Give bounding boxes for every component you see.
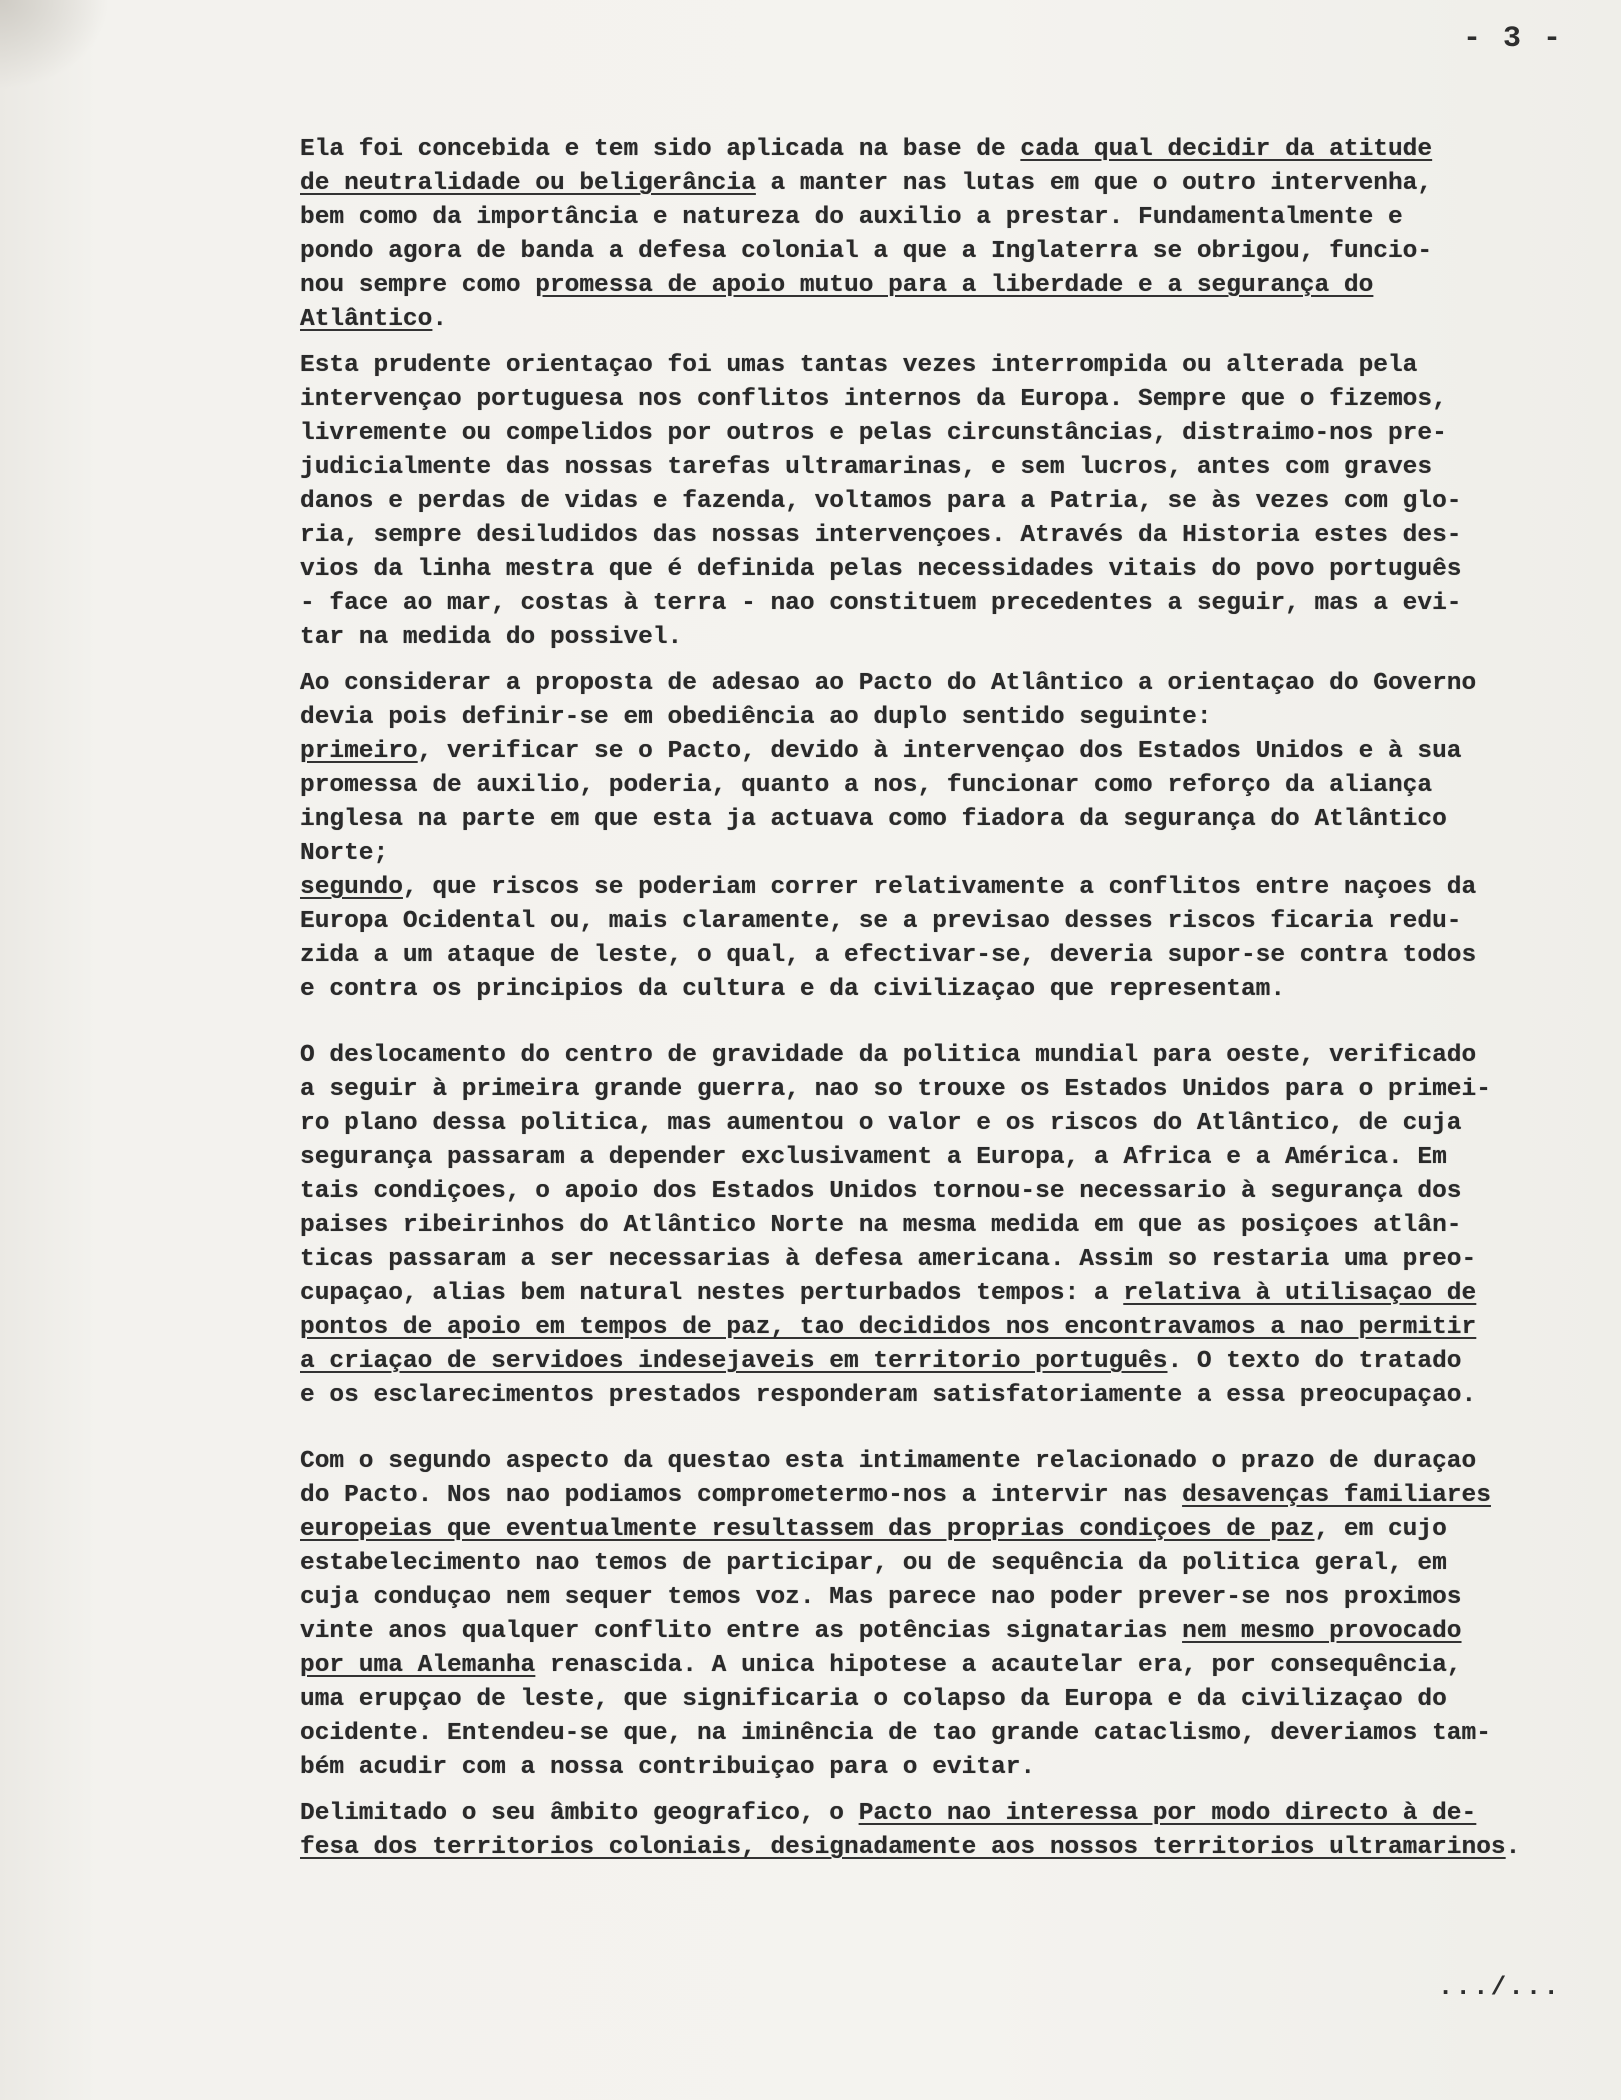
text-line xyxy=(300,451,1590,485)
text-line xyxy=(300,1581,1590,1615)
text-line xyxy=(300,1479,1590,1513)
text-run: livremente ou compelidos por outros e pelas circunstâncias, distraimo-nos pre- xyxy=(300,420,1447,447)
text-run: Norte; xyxy=(300,840,389,867)
text-line xyxy=(300,587,1590,621)
text-line xyxy=(300,235,1590,269)
underlined-text: a criaçao de servidoes indesejaveis em territorio português xyxy=(300,1348,1168,1375)
text-run: O deslocamento do centro de gravidade da politica mundial para oeste, verificado xyxy=(300,1042,1477,1069)
underlined-text: pontos de apoio em tempos de paz, tao decididos nos encontravamos a nao permitir xyxy=(300,1314,1477,1341)
text-run: Europa Ocidental ou, mais claramente, se a previsao desses riscos ficaria redu- xyxy=(300,908,1462,935)
text-run: . O texto do tratado xyxy=(1167,1348,1462,1375)
text-run: zida a um ataque de leste, o qual, a efectivar-se, deveria supor-se contra todos xyxy=(300,942,1477,969)
text-run: cupaçao, alias bem natural nestes perturbados tempos: a xyxy=(300,1280,1124,1307)
text-line xyxy=(300,519,1590,553)
underlined-text: de neutralidade ou beligerância xyxy=(300,170,756,197)
text-line xyxy=(300,1141,1590,1175)
text-run: tais condiçoes, o apoio dos Estados Unidos tornou-se necessario à segurança dos xyxy=(300,1178,1462,1205)
text-run: a manter nas lutas em que o outro intervenha, xyxy=(755,170,1433,197)
text-line xyxy=(300,621,1590,655)
text-line xyxy=(300,485,1590,519)
text-run: Delimitado o seu âmbito geografico, o xyxy=(300,1800,859,1827)
underlined-text: nem mesmo provocado xyxy=(1182,1618,1462,1645)
text-line xyxy=(300,167,1590,201)
text-line xyxy=(300,837,1590,871)
text-line xyxy=(300,1243,1590,1277)
text-run: promessa de auxilio, poderia, quanto a nos, funcionar como reforço da aliança xyxy=(300,772,1433,799)
text-run: inglesa na parte em que esta ja actuava como fiadora da segurança do Atlântico xyxy=(300,806,1447,833)
text-line xyxy=(300,803,1590,837)
text-line xyxy=(300,349,1590,383)
text-run: intervençao portuguesa nos conflitos internos da Europa. Sempre que o fizemos, xyxy=(300,386,1447,413)
underlined-text: promessa de apoio mutuo para a liberdade e a segurança do xyxy=(535,272,1374,299)
paragraph-5 xyxy=(300,1445,1590,1785)
text-line xyxy=(300,905,1590,939)
underlined-text: fesa dos territorios coloniais, designadamente aos nossos territorios ultramarinos xyxy=(300,1834,1506,1861)
text-line xyxy=(300,303,1590,337)
paragraph-1 xyxy=(300,133,1590,337)
page-number: - 3 - xyxy=(1462,22,1563,56)
text-line xyxy=(300,417,1590,451)
text-line xyxy=(300,553,1590,587)
text-line xyxy=(300,1175,1590,1209)
text-run: pondo agora de banda a defesa colonial a que a Inglaterra se obrigou, funcio- xyxy=(300,238,1433,265)
text-run: do Pacto. Nos nao podiamos comprometermo-nos a intervir nas xyxy=(300,1482,1183,1509)
text-run: bem como da importância e natureza do auxilio a prestar. Fundamentalmente e xyxy=(300,204,1403,231)
text-line xyxy=(300,1379,1590,1413)
text-run: devia pois definir-se em obediência ao duplo sentido seguinte: xyxy=(300,704,1212,731)
text-run: Com o segundo aspecto da questao esta intimamente relacionado o prazo de duraçao xyxy=(300,1448,1477,1475)
underlined-text: cada qual decidir da atitude xyxy=(1020,136,1433,163)
underlined-text: Atlântico xyxy=(300,306,433,333)
underlined-text: primeiro xyxy=(300,738,418,765)
text-run: , em cujo xyxy=(1314,1516,1447,1543)
text-run: uma erupçao de leste, que significaria o colapso da Europa e da civilizaçao do xyxy=(300,1686,1447,1713)
text-run: vinte anos qualquer conflito entre as potências signatarias xyxy=(300,1618,1183,1645)
paragraph-3 xyxy=(300,667,1590,1007)
text-line xyxy=(300,1831,1590,1865)
paper-fold-shadow xyxy=(0,0,110,90)
text-line xyxy=(300,1751,1590,1785)
text-run: ticas passaram a ser necessarias à defesa americana. Assim so restaria uma preo- xyxy=(300,1246,1477,1273)
underlined-text: europeias que eventualmente resultassem das proprias condiçoes de paz xyxy=(300,1516,1315,1543)
text-line xyxy=(300,201,1590,235)
text-line xyxy=(300,269,1590,303)
text-line xyxy=(300,973,1590,1007)
underlined-text: segundo xyxy=(300,874,403,901)
text-line xyxy=(300,667,1590,701)
text-line xyxy=(300,735,1590,769)
text-run: , que riscos se poderiam correr relativamente a conflitos entre naçoes da xyxy=(402,874,1477,901)
text-line xyxy=(300,383,1590,417)
document-body xyxy=(300,133,1590,1865)
text-run: judicialmente das nossas tarefas ultramarinas, e sem lucros, antes com graves xyxy=(300,454,1433,481)
text-run: . xyxy=(1505,1834,1521,1861)
text-line xyxy=(300,1073,1590,1107)
text-run: cuja conduçao nem sequer temos voz. Mas parece nao poder prever-se nos proximos xyxy=(300,1584,1462,1611)
text-run: . xyxy=(432,306,448,333)
text-run: danos e perdas de vidas e fazenda, voltamos para a Patria, se às vezes com glo- xyxy=(300,488,1462,515)
text-line xyxy=(300,701,1590,735)
text-line xyxy=(300,1209,1590,1243)
text-line xyxy=(300,1311,1590,1345)
text-line xyxy=(300,133,1590,167)
text-run: renascida. A unica hipotese a acautelar era, por consequência, xyxy=(535,1652,1462,1679)
underlined-text: desavenças familiares xyxy=(1182,1482,1491,1509)
text-run: estabelecimento nao temos de participar, ou de sequência da politica geral, em xyxy=(300,1550,1447,1577)
text-line xyxy=(300,1513,1590,1547)
text-run: e os esclarecimentos prestados responderam satisfatoriamente a essa preocupaçao. xyxy=(300,1382,1477,1409)
text-run: ocidente. Entendeu-se que, na iminência de tao grande cataclismo, deveriamos tam- xyxy=(300,1720,1491,1747)
text-run: e contra os principios da cultura e da civilizaçao que representam. xyxy=(300,976,1286,1003)
text-line xyxy=(300,1345,1590,1379)
text-run: , verificar se o Pacto, devido à intervençao dos Estados Unidos e à sua xyxy=(417,738,1462,765)
text-run: a seguir à primeira grande guerra, nao so trouxe os Estados Unidos para o primei- xyxy=(300,1076,1491,1103)
text-line xyxy=(300,1039,1590,1073)
text-line xyxy=(300,1717,1590,1751)
text-line xyxy=(300,1547,1590,1581)
text-line xyxy=(300,1649,1590,1683)
text-run: Esta prudente orientaçao foi umas tantas vezes interrompida ou alterada pela xyxy=(300,352,1418,379)
underlined-text: Pacto nao interessa por modo directo à de- xyxy=(858,1800,1477,1827)
text-run: Ao considerar a proposta de adesao ao Pacto do Atlântico a orientaçao do Governo xyxy=(300,670,1477,697)
text-line xyxy=(300,769,1590,803)
text-run: - face ao mar, costas à terra - nao constituem precedentes a seguir, mas a evi- xyxy=(300,590,1462,617)
text-line xyxy=(300,1277,1590,1311)
text-run: vios da linha mestra que é definida pelas necessidades vitais do povo português xyxy=(300,556,1462,583)
underlined-text: relativa à utilisaçao de xyxy=(1123,1280,1477,1307)
paragraph-2 xyxy=(300,349,1590,655)
text-run: bém acudir com a nossa contribuiçao para o evitar. xyxy=(300,1754,1036,1781)
text-line xyxy=(300,1683,1590,1717)
text-run: segurança passaram a depender exclusivament a Europa, a Africa e a América. Em xyxy=(300,1144,1447,1171)
text-run: nou sempre como xyxy=(300,272,536,299)
text-run: Ela foi concebida e tem sido aplicada na base de xyxy=(300,136,1021,163)
underlined-text: por uma Alemanha xyxy=(300,1652,536,1679)
continuation-mark: .../... xyxy=(1437,1972,1561,2002)
paragraph-4 xyxy=(300,1039,1590,1413)
text-line xyxy=(300,1445,1590,1479)
text-line xyxy=(300,871,1590,905)
paragraph-6 xyxy=(300,1797,1590,1865)
text-line xyxy=(300,1797,1590,1831)
text-run: tar na medida do possivel. xyxy=(300,624,683,651)
text-line xyxy=(300,939,1590,973)
text-run: paises ribeirinhos do Atlântico Norte na mesma medida em que as posiçoes atlân- xyxy=(300,1212,1462,1239)
text-line xyxy=(300,1615,1590,1649)
text-run: ro plano dessa politica, mas aumentou o valor e os riscos do Atlântico, de cuja xyxy=(300,1110,1462,1137)
text-line xyxy=(300,1107,1590,1141)
text-run: ria, sempre desiludidos das nossas intervençoes. Através da Historia estes des- xyxy=(300,522,1462,549)
